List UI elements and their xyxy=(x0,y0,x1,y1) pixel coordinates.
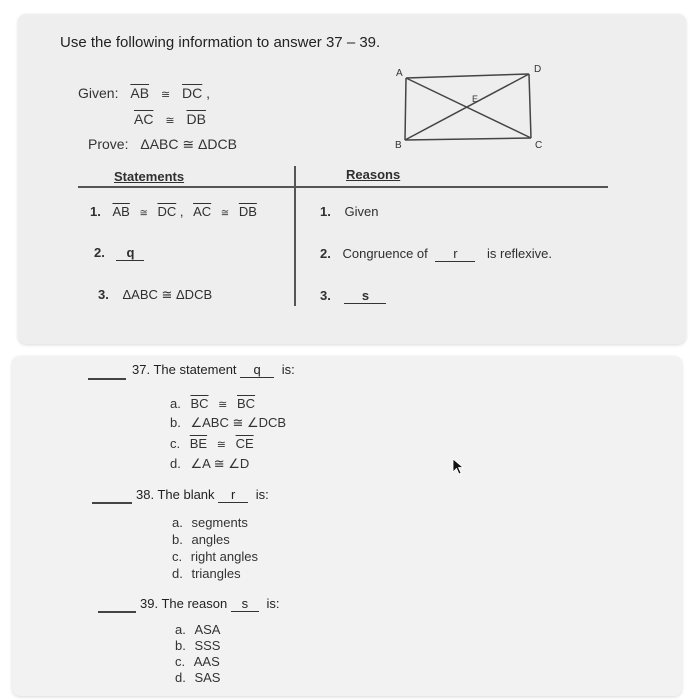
blank-q: q xyxy=(240,362,274,378)
proof-row-3-statement xyxy=(98,287,212,303)
row-number: 3. xyxy=(98,287,109,302)
reason-text: Given xyxy=(344,204,379,219)
blank-s: s xyxy=(231,596,259,612)
option-text: SAS xyxy=(194,670,221,685)
prove-line xyxy=(88,136,237,153)
option-text: triangles xyxy=(191,566,241,581)
statement-text: ΔABC ≅ ΔDCB xyxy=(122,287,213,302)
segment-ab: $\overline{AB}$ xyxy=(130,85,150,101)
congruent-symbol: ≅ xyxy=(160,89,171,101)
option-letter: d. xyxy=(172,566,183,581)
blank-r: r xyxy=(435,246,475,262)
proof-row-1-reason xyxy=(320,204,378,219)
option-letter: b. xyxy=(172,532,183,547)
row-number: 2. xyxy=(94,245,105,260)
option-letter: d. xyxy=(170,456,181,471)
row-number: 1. xyxy=(90,204,101,219)
question-text: 39. The reason xyxy=(140,596,228,611)
blank-s: s xyxy=(344,288,386,304)
option-letter: c. xyxy=(172,549,183,564)
segment-bc: $\overline{BC}$ xyxy=(190,396,209,411)
option-text: ASA xyxy=(194,622,221,637)
option-39-d[interactable] xyxy=(175,670,220,685)
table-header-rule xyxy=(78,186,608,188)
comma: , xyxy=(179,204,184,219)
option-text: segments xyxy=(191,515,248,530)
worksheet-bottom-card xyxy=(12,356,682,696)
diagonal-bd xyxy=(405,74,529,140)
proof-row-2-reason xyxy=(320,246,552,262)
answer-line-39[interactable] xyxy=(98,611,136,613)
comma: , xyxy=(206,85,211,101)
congruent-symbol: ≅ xyxy=(220,208,230,219)
option-39-b[interactable] xyxy=(175,638,220,653)
option-text: right angles xyxy=(190,549,258,564)
option-text: SSS xyxy=(194,638,221,653)
option-38-b[interactable] xyxy=(172,532,230,547)
option-text: ∠ABC ≅ ∠DCB xyxy=(190,415,287,430)
option-37-c[interactable] xyxy=(170,436,254,451)
question-37 xyxy=(132,362,295,378)
proof-row-2-statement xyxy=(94,245,144,261)
option-37-a[interactable] xyxy=(170,396,255,411)
answer-line-38[interactable] xyxy=(92,502,132,504)
option-39-a[interactable] xyxy=(175,622,220,637)
side-bc xyxy=(405,138,531,140)
proof-row-3-reason xyxy=(320,288,386,304)
side-ad xyxy=(406,74,529,78)
segment-dc: $\overline{DC}$ xyxy=(182,85,203,101)
segment-ce: $\overline{CE}$ xyxy=(235,436,254,451)
question-text: 38. The blank xyxy=(136,487,215,502)
question-suffix: is: xyxy=(255,487,269,502)
option-text: ∠A ≅ ∠D xyxy=(190,456,250,471)
question-39 xyxy=(140,596,279,612)
given-line-1 xyxy=(78,85,210,101)
worksheet-top-card xyxy=(18,14,686,344)
option-38-c[interactable] xyxy=(172,549,258,564)
given-line-2 xyxy=(134,111,206,127)
reason-number: 2. xyxy=(320,246,331,261)
option-text: angles xyxy=(191,532,230,547)
option-38-a[interactable] xyxy=(172,515,248,530)
option-letter: d. xyxy=(175,670,186,685)
segment-bc: $\overline{BC}$ xyxy=(237,396,256,411)
side-dc xyxy=(529,74,531,138)
congruent-symbol: ≅ xyxy=(216,439,226,451)
option-letter: c. xyxy=(170,436,181,451)
congruent-symbol: ≅ xyxy=(139,208,148,219)
reason-text: Congruence of xyxy=(342,246,428,261)
segment-ac: $\overline{AC}$ xyxy=(193,204,212,219)
side-ab xyxy=(405,78,406,140)
option-39-c[interactable] xyxy=(175,654,220,669)
question-text: 37. The statement xyxy=(132,362,237,377)
option-letter: c. xyxy=(175,654,186,669)
segment-be: $\overline{BE}$ xyxy=(189,436,208,451)
vertex-label-b: B xyxy=(395,140,402,151)
segment-db: $\overline{DB}$ xyxy=(238,204,257,219)
instruction-title: Use the following information to answer 37 – 39. xyxy=(60,34,381,51)
question-suffix: is: xyxy=(266,596,280,611)
blank-r: r xyxy=(218,487,248,503)
reason-number: 3. xyxy=(320,288,331,303)
congruent-symbol: ≅ xyxy=(165,115,175,127)
rectangle-diagram xyxy=(394,60,554,156)
question-38 xyxy=(136,487,269,503)
blank-q: q xyxy=(116,245,144,261)
reason-number: 1. xyxy=(320,204,331,219)
option-letter: b. xyxy=(175,638,186,653)
segment-dc: $\overline{DC}$ xyxy=(157,204,177,219)
segment-db: $\overline{DB}$ xyxy=(186,111,206,127)
table-column-divider xyxy=(294,166,296,306)
vertex-label-d: D xyxy=(534,64,542,75)
answer-line-37[interactable] xyxy=(88,378,126,380)
statements-header: Statements xyxy=(114,169,185,184)
option-38-d[interactable] xyxy=(172,566,241,581)
vertex-label-e: E xyxy=(472,94,479,104)
vertex-label-c: C xyxy=(535,140,543,151)
mouse-cursor-icon xyxy=(452,458,466,476)
option-letter: a. xyxy=(172,515,183,530)
congruent-symbol: ≅ xyxy=(218,399,228,411)
option-letter: a. xyxy=(175,622,186,637)
option-letter: b. xyxy=(170,415,181,430)
proof-row-1-statement xyxy=(90,204,257,219)
vertex-label-a: A xyxy=(396,68,403,79)
reason-text-tail: is reflexive. xyxy=(487,246,553,261)
option-text: AAS xyxy=(193,654,220,669)
option-letter: a. xyxy=(170,396,181,411)
prove-statement: ΔABC ≅ ΔDCB xyxy=(140,136,237,152)
option-37-b[interactable] xyxy=(170,415,286,431)
segment-ab: $\overline{AB}$ xyxy=(112,204,130,219)
given-label: Given: xyxy=(78,85,119,101)
question-suffix: is: xyxy=(281,362,295,377)
segment-ac: $\overline{AC}$ xyxy=(134,111,154,127)
option-37-d[interactable] xyxy=(170,456,249,472)
prove-label: Prove: xyxy=(88,136,129,152)
reasons-header: Reasons xyxy=(346,167,401,182)
